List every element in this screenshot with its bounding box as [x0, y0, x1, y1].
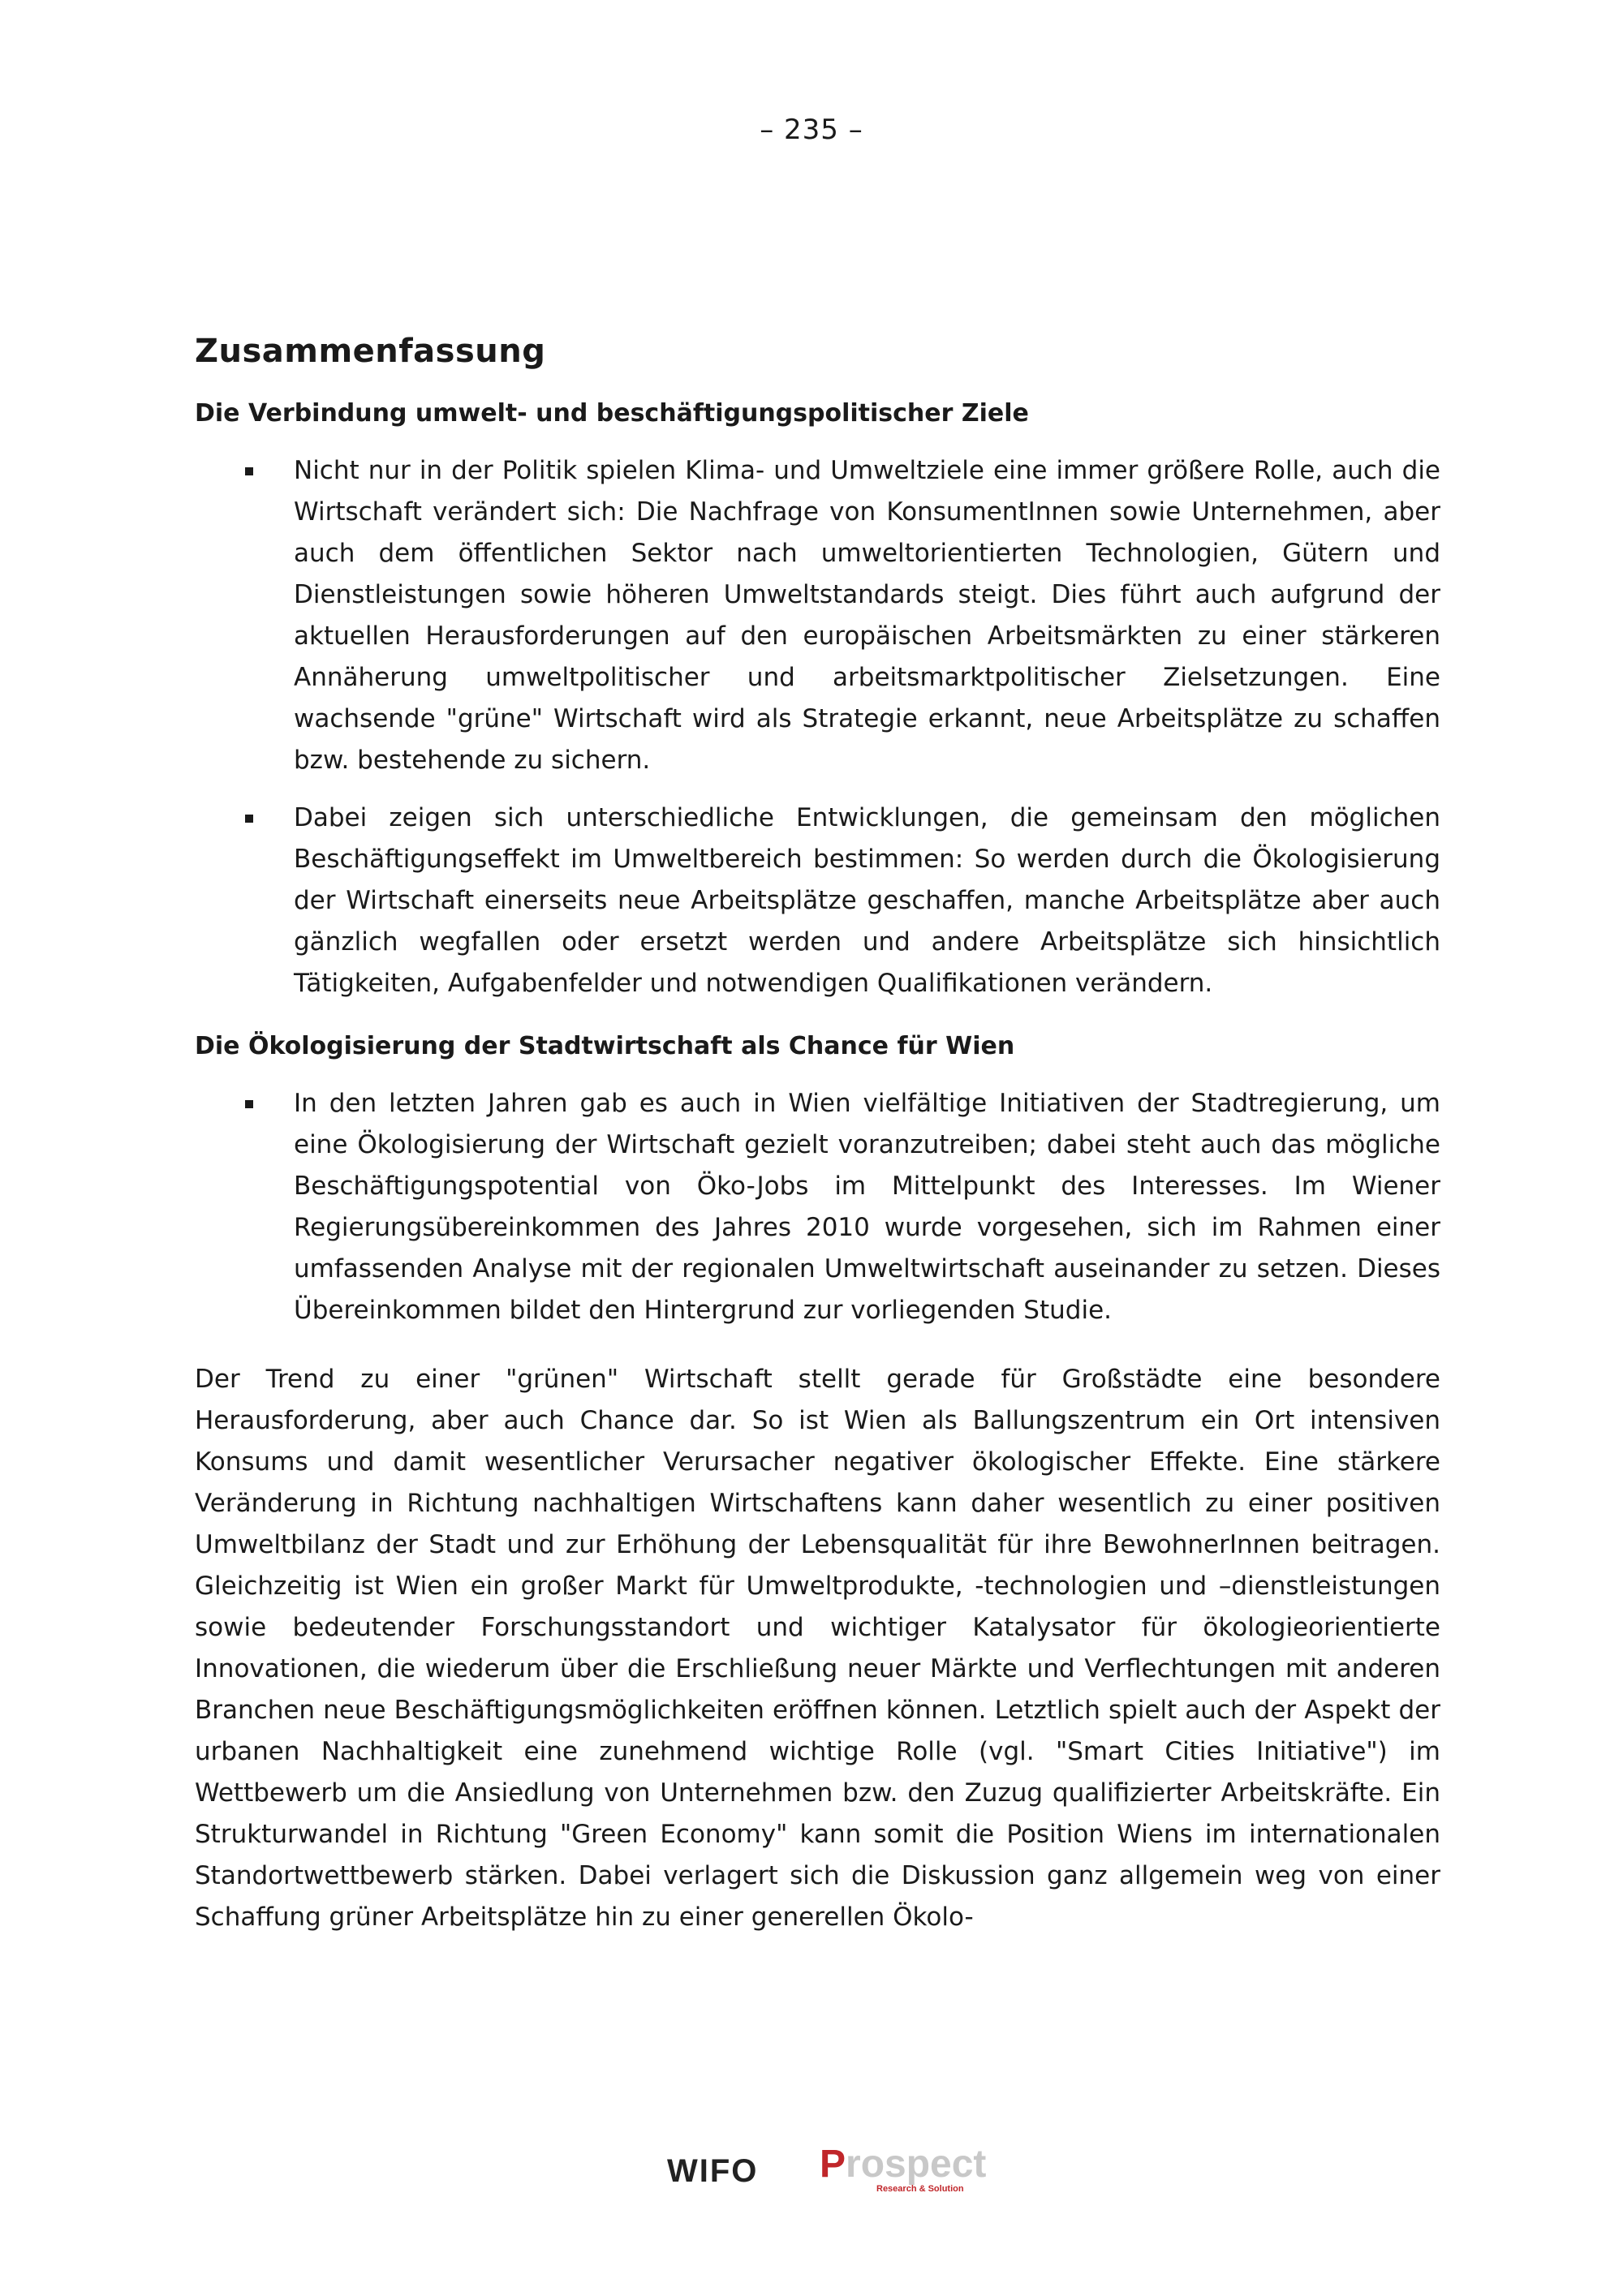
list-item — [195, 450, 1440, 781]
prospect-tagline: Research & Solution — [876, 2184, 964, 2194]
bullet-square-icon — [245, 815, 253, 823]
page-number: – 235 – — [760, 114, 863, 146]
footer-logos — [0, 2142, 1623, 2207]
section-title-oekologisierung: Die Ökologisierung der Stadtwirtschaft als Chance für Wien — [195, 1032, 1015, 1060]
wifo-logo: WIFO — [667, 2153, 759, 2189]
prospect-wordmark — [820, 2142, 986, 2186]
list-item-text: In den letzten Jahren gab es auch in Wien vielfältige Initiativen der Stadtregierung, um eine Ökologisierung der Wirtschaft gezielt voranzutreiben; dabei steht auch das mögliche Beschäftigungspotential von Öko-Jobs im Mittelpunkt des Interesses. Im Wiener Regierungsübereinkommen des Jahres 2010 wurde vorgesehen, sich im Rahmen einer umfassenden Analyse mit der regionalen Umweltwirtschaft auseinander zu setzen. Dieses Übereinkommen bildet den Hintergrund zur vorliegenden Studie. — [294, 1089, 1440, 1325]
body-paragraph: Der Trend zu einer "grünen" Wirtschaft stellt gerade für Großstädte eine besondere Herausforderung, aber auch Chance dar. So ist Wien als Ballungszentrum ein Ort intensiven Konsums und damit wesentlicher Verursacher negativer ökologischer Effekte. Eine stärkere Veränderung in Richtung nachhaltigen Wirtschaftens kann daher wesentlich zu einer positiven Umweltbilanz der Stadt und zur Erhöhung der Lebensqualität für ihre BewohnerInnen beitragen. Gleichzeitig ist Wien ein großer Markt für Umweltprodukte, -technologien und –dienstleistungen sowie bedeutender Forschungsstandort und wichtiger Katalysator für ökologieorientierte Innovationen, die wiederum über die Erschließung neuer Märkte und Verflechtungen mit anderen Branchen neue Beschäftigungsmöglichkeiten eröffnen können. Letztlich spielt auch der Aspekt der urbanen Nachhaltigkeit eine zunehmend wichtige Rolle (vgl. "Smart Cities Initiative") im Wettbewerb um die Ansiedlung von Unternehmen bzw. den Zuzug qualifizierter Arbeitskräfte. Ein Strukturwandel in Richtung "Green Economy" kann somit die Position Wiens im internationalen Standortwettbewerb stärken. Dabei verlagert sich die Diskussion ganz allgemein weg von einer Schaffung grüner Arbeitsplätze hin zu einer generellen Ökolo- — [195, 1365, 1440, 1932]
prospect-rest: rospect — [846, 2143, 987, 2186]
bullet-list-oekologisierung — [195, 1083, 1440, 1331]
prospect-logo — [820, 2142, 987, 2199]
bullet-square-icon — [245, 467, 253, 475]
bullet-square-icon — [245, 1100, 253, 1108]
section-title-verbindung: Die Verbindung umwelt- und beschäftigungspolitischer Ziele — [195, 399, 1029, 428]
document-body — [195, 333, 1440, 1938]
list-item-text: Dabei zeigen sich unterschiedliche Entwicklungen, die gemeinsam den möglichen Beschäftigungseffekt im Umweltbereich bestimmen: So werden durch die Ökologisierung der Wirtschaft einerseits neue Arbeitsplätze geschaffen, manche Arbeitsplätze aber auch gänzlich wegfallen oder ersetzt werden und andere Arbeitsplätze sich hinsichtlich Tätigkeiten, Aufgabenfelder und notwendigen Qualifikationen verändern. — [294, 803, 1440, 998]
prospect-initial: P — [820, 2143, 846, 2186]
page-title: Zusammenfassung — [195, 333, 546, 370]
list-item — [195, 1083, 1440, 1331]
list-item-text: Nicht nur in der Politik spielen Klima- und Umweltziele eine immer größere Rolle, auch die Wirtschaft verändert sich: Die Nachfrage von KonsumentInnen sowie Unternehmen, aber auch dem öffentlichen Sektor nach umweltorientierten Technologien, Gütern und Dienstleistungen sowie höheren Umweltstandards steigt. Dies führt auch aufgrund der aktuellen Herausforderungen auf den europäischen Arbeitsmärkten zu einer stärkeren Annäherung umweltpolitischer und arbeitsmarktpolitischer Zielsetzungen. Eine wachsende "grüne" Wirtschaft wird als Strategie erkannt, neue Arbeitsplätze zu schaffen bzw. bestehende zu sichern. — [294, 456, 1440, 775]
bullet-list-verbindung — [195, 450, 1440, 1004]
list-item — [195, 798, 1440, 1004]
